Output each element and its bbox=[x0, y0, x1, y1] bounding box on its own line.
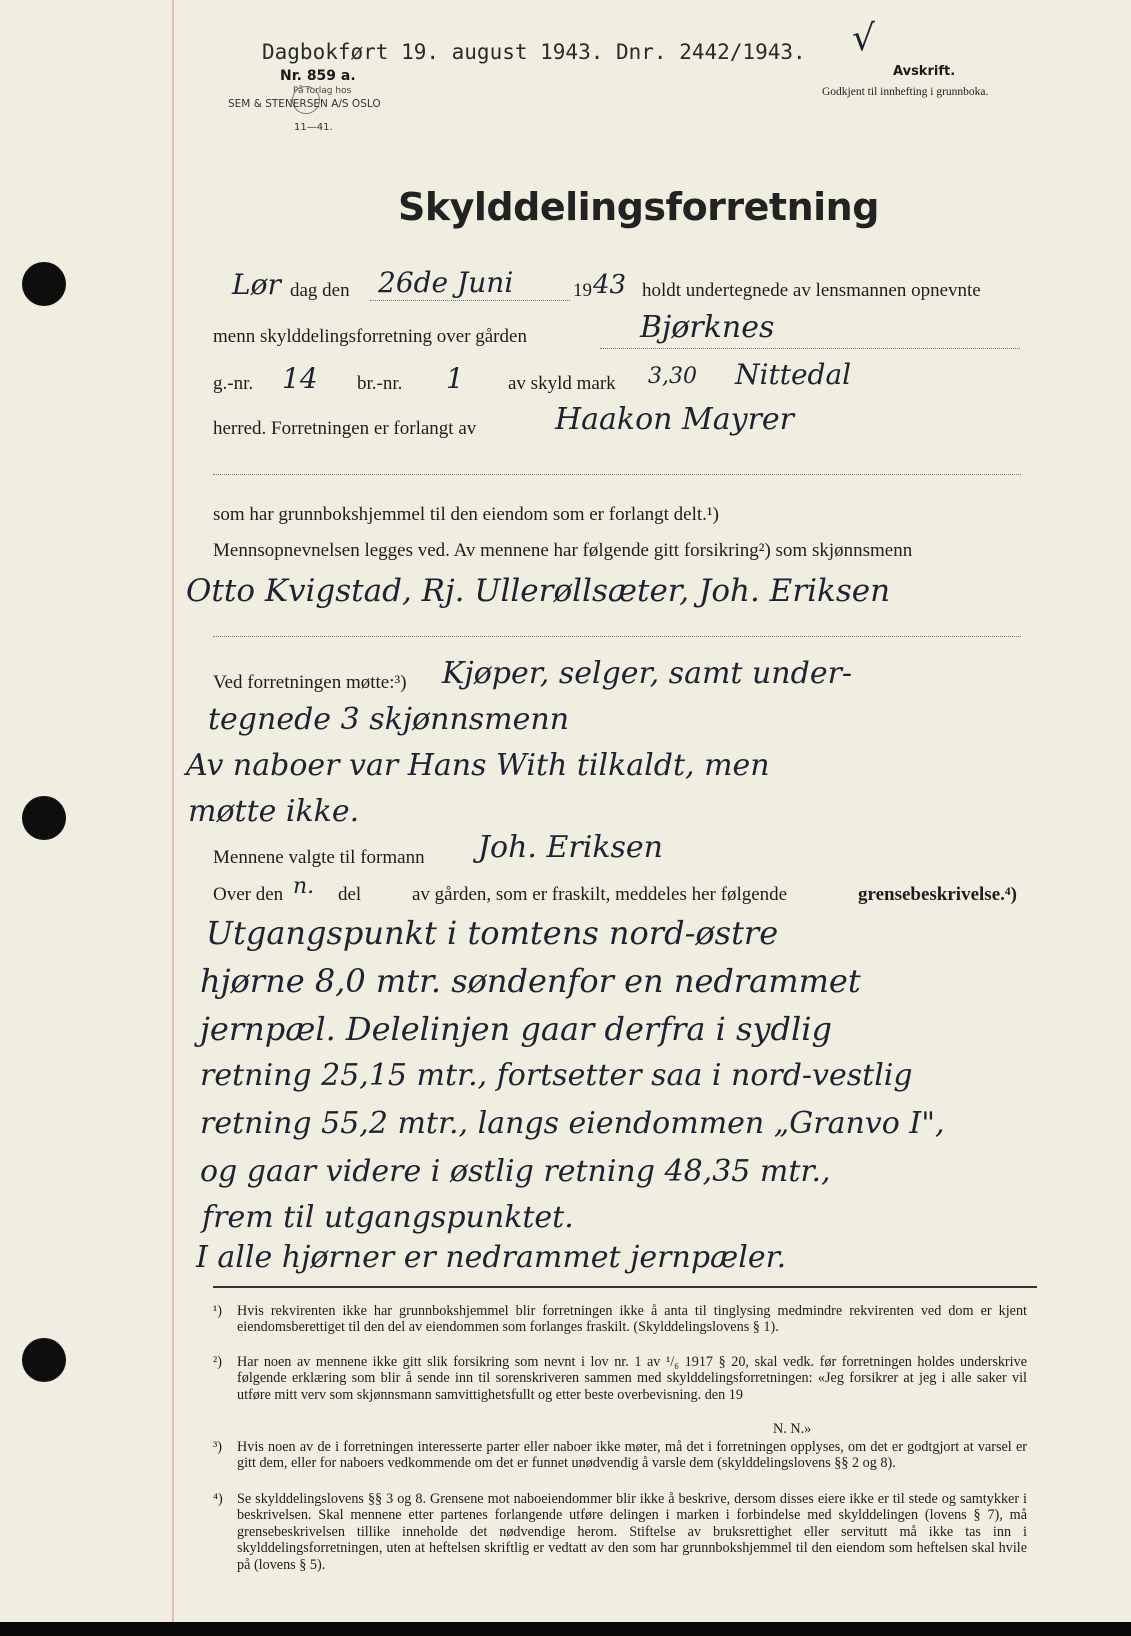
label-moette: Ved forretningen møtte:³) bbox=[213, 672, 407, 693]
footnote-2-signature bbox=[213, 1421, 1033, 1439]
handwritten-bnr: 1 bbox=[446, 362, 464, 395]
mennsopnevnelse-text: Mennsopnevnelsen legges ved. Av mennene har følgende gitt forsikring²) som skjønnsmenn bbox=[213, 540, 913, 561]
footnote-3-text: Hvis noen av de i forretningen interesserte parter eller naboer ikke møter, må det i forretningen opplyses, om det er godtgjort at varsel er gitt dem, eller for naboers vedkommende om det er funnet unødvendig å varsle dem (skylddelingslovens §§ 2 og 8). bbox=[237, 1439, 1027, 1472]
footnote-2-text: Har noen av mennene ikke gitt slik forsikring som nevnt i lov nr. 1 av ¹/₆ 1917 § 20, skal vedk. før forretningen holdes underskrive følgende erklæring som blir å sende inn til sorenskriveren sammen med skylddelingsforretningen: «Jeg forsikrer at jeg i alle saker vil utføre mitt verv som skjønnsmann samvittighetsfullt og etter beste overbevisning. den 19 bbox=[237, 1354, 1027, 1403]
handwritten-gnr: 14 bbox=[282, 362, 318, 395]
label-over-den: Over den bbox=[213, 884, 284, 905]
label-bnr: br.-nr. bbox=[357, 373, 403, 394]
punch-hole-bottom bbox=[22, 1338, 66, 1382]
publisher-line-1: På forlag hos bbox=[293, 86, 352, 96]
punch-hole-middle bbox=[22, 796, 66, 840]
footnote-4-text: Se skylddelingslovens §§ 3 og 8. Grensene mot naboeiendommer blir ikke å beskrive, dersom disses eiere ikke er til stede og samtykker i beskrivelsen. Skal mennene etter partenes forlangende utføre delingen i marken i forbindelse med skylddelingen (lovens § 7), må grensebeskrivelsen tillike inneholde det nødvendige herom. Stiftelse av bruksrettighet eller servitutt må ikke tas inn i skylddelingsforretningen, uten at heftelsen skriftlig er vedtatt av den som har grunnbokshjemmel til den eiendom som heftelsen skal hvile på (lovens § 5). bbox=[237, 1491, 1027, 1573]
handwritten-attendees-3: Av naboer var Hans With tilkaldt, men bbox=[186, 748, 770, 783]
footnote-3-number: ³) bbox=[213, 1439, 222, 1455]
handwritten-attendees-1: Kjøper, selger, samt under- bbox=[442, 656, 853, 691]
avskrift-label: Avskrift. bbox=[893, 64, 956, 79]
footnote-1 bbox=[213, 1303, 1033, 1337]
footnote-divider bbox=[213, 1286, 1037, 1288]
boundary-line-8: I alle hjørner er nedrammet jernpæler. bbox=[196, 1240, 787, 1275]
handwritten-day: Lør bbox=[232, 268, 281, 301]
boundary-line-6: og gaar videre i østlig retning 48,35 mtr., bbox=[200, 1154, 831, 1189]
label-dag-den: dag den bbox=[290, 280, 350, 301]
scan-bottom-edge bbox=[0, 1622, 1131, 1636]
footnote-1-number: ¹) bbox=[213, 1303, 222, 1319]
punch-hole-top bbox=[22, 262, 66, 306]
footnote-2-number: ²) bbox=[213, 1354, 222, 1370]
opening-text: holdt undertegnede av lensmannen opnevnte bbox=[642, 280, 981, 301]
handwritten-year: 43 bbox=[593, 270, 627, 300]
handwritten-requester: Haakon Mayrer bbox=[555, 402, 795, 437]
publisher-line-2: SEM & STENERSEN A/S OSLO bbox=[228, 98, 381, 110]
appraisers-dotted-line bbox=[213, 636, 1021, 637]
footnote-1-text: Hvis rekvirenten ikke har grunnbokshjemmel blir forretningen ikke å anta til tinglysing medmindre rekvirenten ved dom er kjent eiendomsberettiget til den del av eiendommen som forlanges fraskilt. (Skylddelingslovens § 1). bbox=[237, 1303, 1027, 1336]
handwritten-attendees-2: tegnede 3 skjønnsmenn bbox=[208, 702, 570, 737]
boundary-line-4: retning 25,15 mtr., fortsetter saa i nord-vestlig bbox=[200, 1058, 913, 1093]
boundary-line-1: Utgangspunkt i tomtens nord-østre bbox=[206, 914, 779, 952]
label-av-garden: av gården, som er fraskilt, meddeles her følgende bbox=[412, 884, 788, 905]
boundary-line-7: frem til utgangspunktet. bbox=[202, 1200, 574, 1235]
handwritten-date: 26de Juni bbox=[378, 266, 514, 299]
handwritten-farm: Bjørknes bbox=[640, 310, 775, 345]
handwritten-part: n. bbox=[293, 874, 315, 899]
label-del: del bbox=[338, 884, 362, 905]
label-skyld: av skyld mark bbox=[508, 373, 616, 394]
handwritten-attendees-4: møtte ikke. bbox=[188, 794, 360, 829]
label-grensebeskrivelse: grensebeskrivelse.⁴) bbox=[858, 884, 1017, 905]
label-formann: Mennene valgte til formann bbox=[213, 847, 425, 868]
label-gnr: g.-nr. bbox=[213, 373, 254, 394]
footnote-2-signature-text: N. N.» bbox=[773, 1421, 812, 1437]
handwritten-chairman: Joh. Eriksen bbox=[478, 830, 663, 865]
approved-note: Godkjent til innhefting i grunnboka. bbox=[822, 86, 989, 98]
margin-line bbox=[172, 0, 174, 1622]
boundary-line-3: jernpæl. Delelinjen gaar derfra i sydlig bbox=[200, 1010, 832, 1048]
registration-stamp-line: Dagbokført 19. august 1943. Dnr. 2442/1943. bbox=[262, 40, 806, 64]
hjemmel-text: som har grunnbokshjemmel til den eiendom som er forlangt delt.¹) bbox=[213, 504, 719, 525]
footnote-4-number: ⁴) bbox=[213, 1491, 223, 1507]
year-prefix: 19 bbox=[573, 280, 592, 301]
footnote-2 bbox=[213, 1354, 1033, 1422]
date-dotted-line bbox=[370, 300, 570, 301]
print-date: 11—41. bbox=[294, 122, 333, 133]
label-farm: menn skylddelingsforretning over gården bbox=[213, 326, 527, 347]
blank-dotted-line bbox=[213, 474, 1021, 475]
label-herred: herred. Forretningen er forlangt av bbox=[213, 418, 477, 439]
handwritten-skyld: 3,30 bbox=[648, 364, 697, 389]
footnote-4 bbox=[213, 1491, 1033, 1591]
handwritten-appraisers: Otto Kvigstad, Rj. Ullerøllsæter, Joh. Eriksen bbox=[186, 573, 891, 609]
boundary-line-5: retning 55,2 mtr., langs eiendommen „Granvo I", bbox=[200, 1106, 945, 1141]
checkmark: √ bbox=[852, 18, 875, 59]
footnote-3 bbox=[213, 1439, 1033, 1491]
boundary-line-2: hjørne 8,0 mtr. søndenfor en nedrammet bbox=[200, 962, 861, 1000]
farm-dotted-line bbox=[600, 348, 1020, 349]
form-number: Nr. 859 a. bbox=[280, 68, 356, 84]
handwritten-municipality: Nittedal bbox=[735, 358, 852, 391]
document-title: Skylddelingsforretning bbox=[398, 185, 879, 229]
